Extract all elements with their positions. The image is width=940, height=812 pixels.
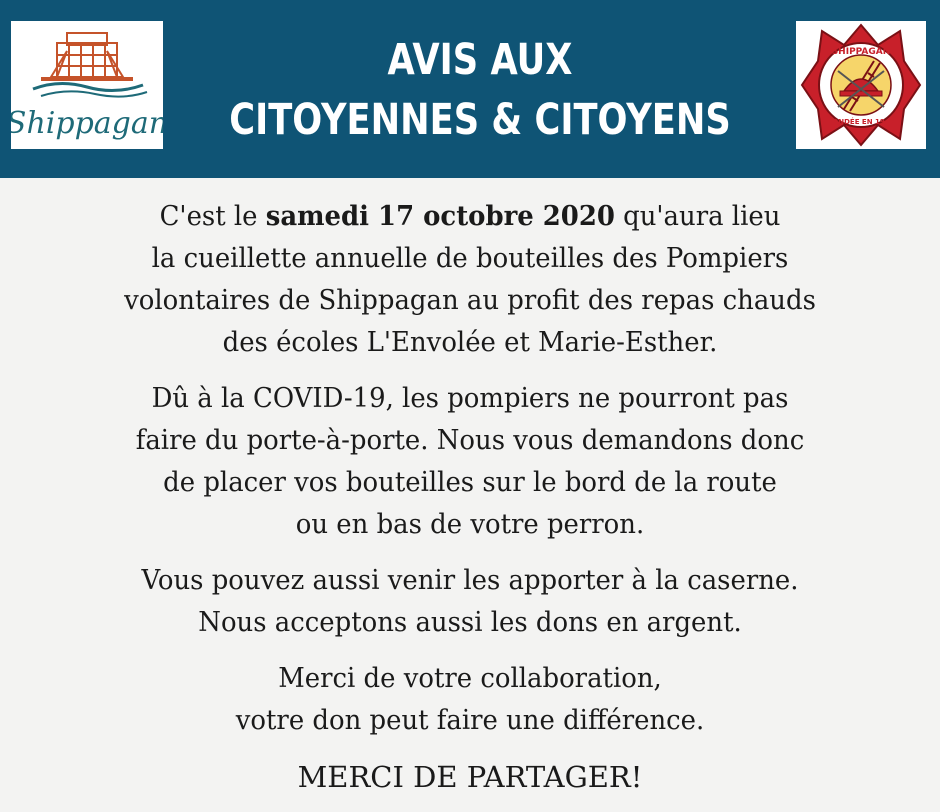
text-line: de placer vos bouteilles sur le bord de la route bbox=[163, 467, 777, 498]
header-banner bbox=[0, 0, 940, 178]
text-line: la cueillette annuelle de bouteilles des Pompiers bbox=[151, 243, 789, 274]
text-line: Merci de votre collaboration, bbox=[278, 663, 662, 694]
title-line-2: CITOYENNES & CITOYENS bbox=[229, 95, 731, 145]
text-segment: C'est le bbox=[159, 201, 266, 232]
text-line bbox=[19, 196, 921, 238]
closing-line: MERCI DE PARTAGER! bbox=[297, 760, 643, 794]
text-line: Dû à la COVID-19, les pompiers ne pourront pas bbox=[151, 383, 789, 414]
paragraph-covid bbox=[0, 378, 940, 546]
text-line: votre don peut faire une différence. bbox=[235, 705, 705, 736]
paragraph-caserne bbox=[0, 560, 940, 644]
text-line: Nous acceptons aussi les dons en argent. bbox=[198, 607, 742, 638]
seal-bottom-text: FONDÉE EN 1947 bbox=[827, 118, 895, 126]
paragraph-event bbox=[0, 196, 940, 364]
text-line: des écoles L'Envolée et Marie-Esther. bbox=[222, 327, 718, 358]
text-line: faire du porte-à-porte. Nous vous demandons donc bbox=[135, 425, 805, 456]
shippagan-logo-text: Shippagan bbox=[11, 106, 163, 141]
text-line: Vous pouvez aussi venir les apporter à la caserne. bbox=[141, 565, 799, 596]
text-line: volontaires de Shippagan au profit des repas chauds bbox=[124, 285, 816, 316]
seal-top-text: SHIPPAGAN bbox=[831, 47, 891, 57]
title-line-1: AVIS AUX bbox=[387, 35, 573, 85]
text-line: ou en bas de votre perron. bbox=[295, 509, 645, 540]
page-title bbox=[226, 30, 734, 150]
notice-body bbox=[0, 196, 940, 812]
fire-department-seal bbox=[796, 21, 926, 149]
paragraph-thanks bbox=[0, 658, 940, 742]
event-date: samedi 17 octobre 2020 bbox=[265, 201, 615, 232]
text-segment: qu'aura lieu bbox=[614, 201, 781, 232]
shippagan-town-logo bbox=[11, 21, 163, 149]
